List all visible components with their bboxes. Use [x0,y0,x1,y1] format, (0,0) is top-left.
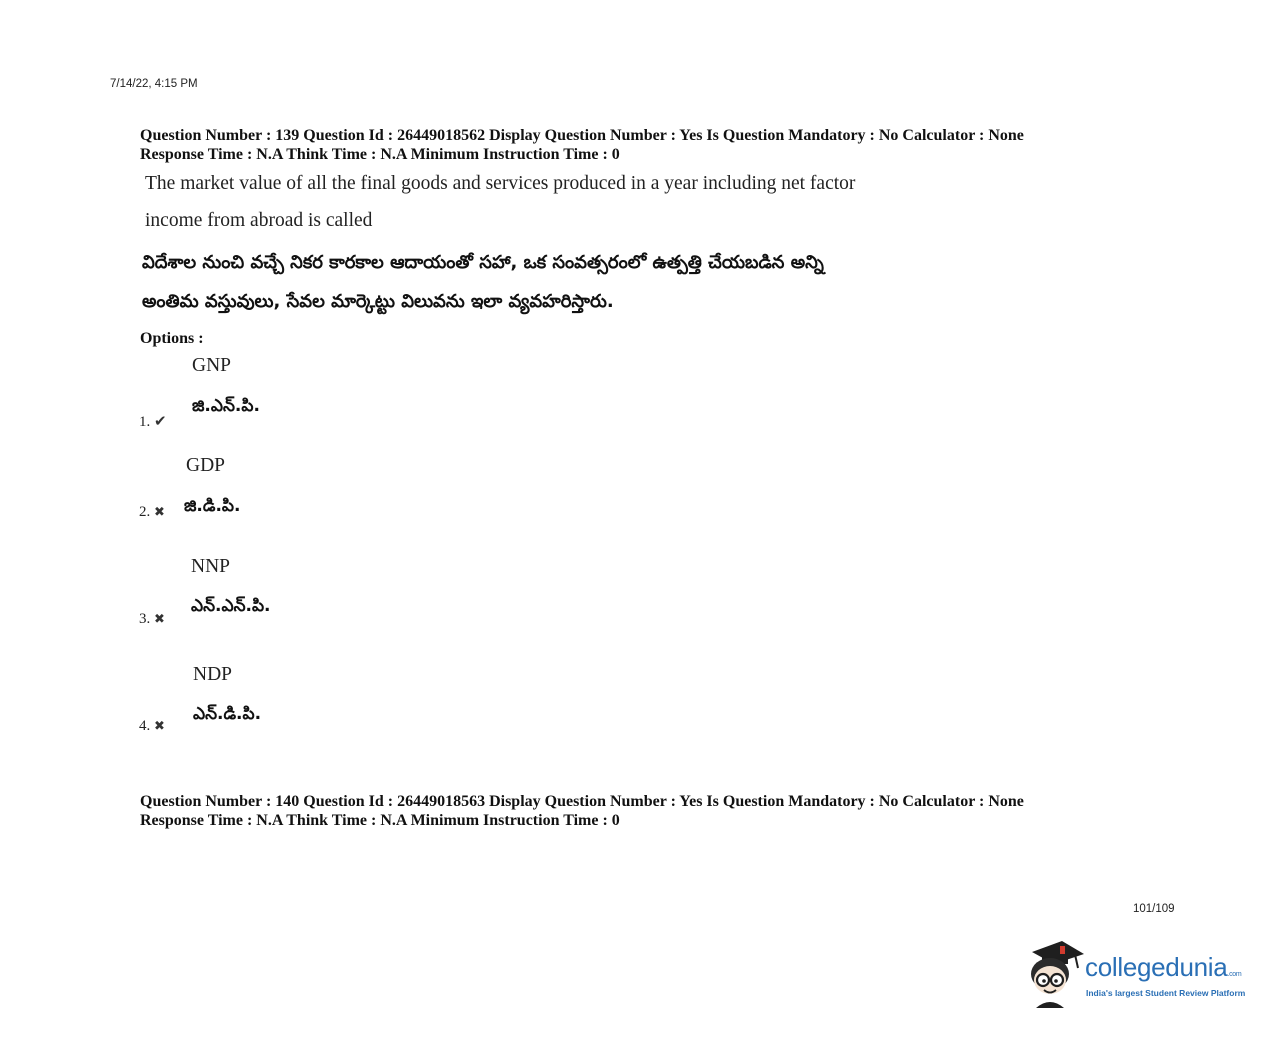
options-label: Options : [140,330,204,347]
option-4-text-te: ఎన్.డి.పి. [193,704,262,724]
brand-tagline: India's largest Student Review Platform [1086,988,1246,998]
question-meta-line-1: Question Number : 140 Question Id : 26449018563 Display Question Number : Yes Is Question Mandatory : No Calculator : None [140,793,1024,810]
question-text-en-line-2: income from abroad is called [145,210,373,231]
brand-text: collegedunia [1085,952,1228,982]
option-3-text-te: ఎన్.ఎన్.పి. [191,596,271,616]
option-3-text-en: NNP [191,556,231,577]
cross-icon: ✖ [154,611,165,626]
option-number-label: 4. [139,718,151,734]
option-1-text-en: GNP [192,355,232,376]
brand-name [1085,952,1241,983]
option-2-text-te: జి.డి.పి. [184,496,241,516]
check-icon: ✔ [154,414,167,430]
option-4-number [139,718,165,735]
question-meta-line-2: Response Time : N.A Think Time : N.A Minimum Instruction Time : 0 [140,146,620,163]
mascot-icon [1022,938,1086,1010]
option-3-number [139,611,165,628]
option-2-number [139,504,165,521]
page-number: 101/109 [1133,903,1175,915]
cross-icon: ✖ [154,718,165,733]
option-1-text-te: జి.ఎన్.పి. [192,396,260,416]
question-text-te-line-1: విదేశాల నుంచి వచ్చే నికర కారకాల ఆదాయంతో సహా, ఒక సంవత్సరంలో ఉత్పత్తి చేయబడిన అన్ని [142,252,824,273]
option-2-text-en: GDP [186,455,226,476]
question-140-meta [140,792,1024,830]
option-number-label: 3. [139,611,151,627]
cross-icon: ✖ [154,504,165,519]
question-meta-line-1: Question Number : 139 Question Id : 26449018562 Display Question Number : Yes Is Question Mandatory : No Calculator : None [140,127,1024,144]
option-1-number [139,412,167,431]
collegedunia-logo [1022,938,1262,1010]
question-meta-line-2: Response Time : N.A Think Time : N.A Minimum Instruction Time : 0 [140,812,620,829]
question-text-te-line-2: అంతిమ వస్తువులు, సేవల మార్కెట్టు విలువను ఇలా వ్యవహరిస్తారు. [142,291,614,312]
print-timestamp: 7/14/22, 4:15 PM [110,78,198,90]
option-number-label: 1. [139,414,151,430]
question-text-en-line-1: The market value of all the final goods and services produced in a year including net factor [145,173,856,194]
option-4-text-en: NDP [193,664,233,685]
brand-suffix: .com [1227,971,1242,978]
question-139-meta [140,126,1024,164]
option-number-label: 2. [139,504,151,520]
